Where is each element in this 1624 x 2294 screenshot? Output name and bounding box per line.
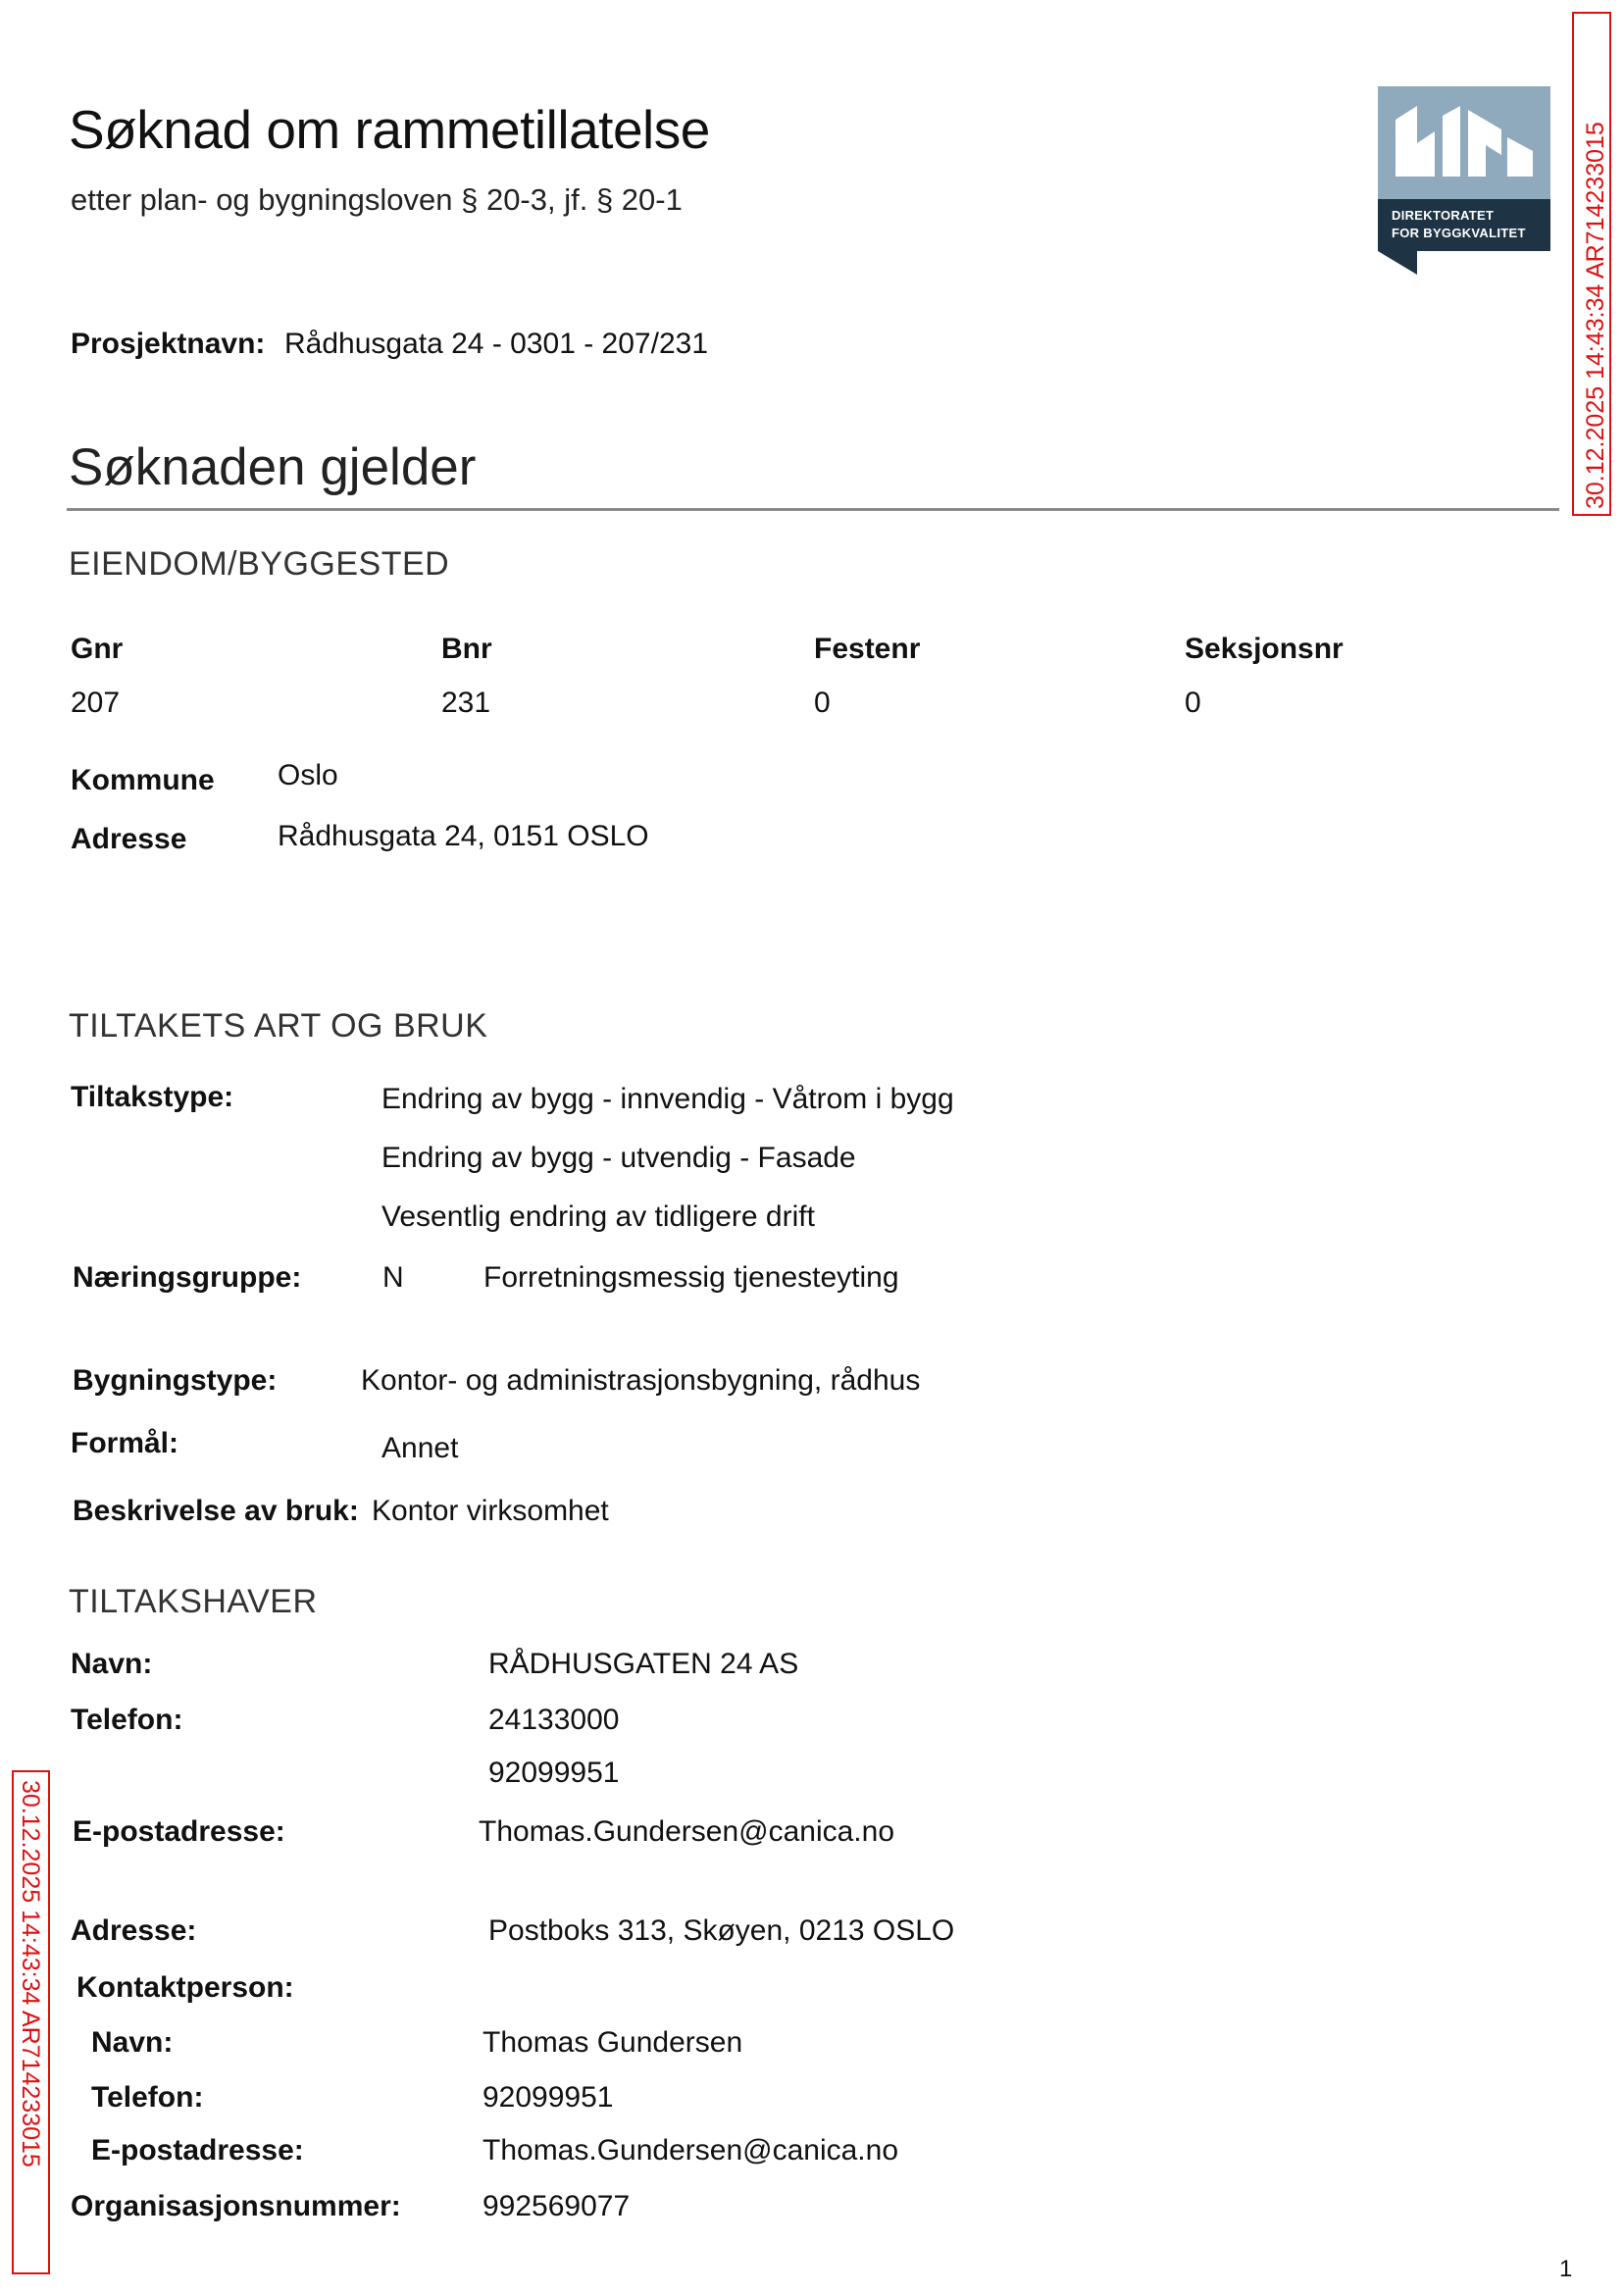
- seksjonsnr-label: Seksjonsnr: [1185, 633, 1344, 665]
- beskrivelse-value: Kontor virksomhet: [372, 1495, 609, 1527]
- timestamp-stamp-bottom: [12, 1770, 50, 2274]
- adresse-label: Adresse: [71, 823, 187, 855]
- kommune-label: Kommune: [71, 764, 215, 796]
- timestamp-stamp-top: [1572, 12, 1611, 516]
- project-name-value: Rådhusgata 24 - 0301 - 207/231: [284, 328, 708, 360]
- kontakt-epost-label: E-postadresse:: [91, 2134, 304, 2167]
- tiltakshaver-adresse-label: Adresse:: [71, 1914, 197, 1947]
- bygningstype-label: Bygningstype:: [73, 1364, 278, 1397]
- kontakt-epost-value: Thomas.Gundersen@canica.no: [482, 2134, 899, 2167]
- tiltakshaver-telefon-value-1: 24133000: [488, 1704, 620, 1736]
- kontakt-navn-label: Navn:: [91, 2026, 174, 2059]
- document-subtitle: etter plan- og bygningsloven § 20-3, jf. § 20-1: [71, 182, 683, 217]
- kommune-value: Oslo: [278, 759, 338, 791]
- project-name-label: Prosjektnavn:: [71, 328, 266, 360]
- tiltakshaver-navn-value: RÅDHUSGATEN 24 AS: [488, 1648, 799, 1680]
- timestamp-stamp-top-text: 30.12.2025 14:43:34 AR714233015: [1582, 122, 1609, 509]
- dibk-logo-graphic: [1378, 86, 1550, 275]
- property-heading: EIENDOM/BYGGESTED: [69, 545, 450, 583]
- timestamp-stamp-bottom-text: 30.12.2025 14:43:34 AR714233015: [17, 1780, 44, 2167]
- tiltakshaver-navn-label: Navn:: [71, 1648, 153, 1680]
- organisasjonsnummer-value: 992569077: [482, 2190, 631, 2222]
- logo-text-line1: DIREKTORATET: [1392, 208, 1495, 223]
- document-title: Søknad om rammetillatelse: [69, 99, 710, 160]
- kontaktperson-label: Kontaktperson:: [76, 1971, 294, 2004]
- naeringsgruppe-label: Næringsgruppe:: [73, 1261, 302, 1294]
- adresse-value: Rådhusgata 24, 0151 OSLO: [278, 820, 649, 852]
- dibk-logo: [1378, 86, 1550, 275]
- tiltakshaver-adresse-value: Postboks 313, Skøyen, 0213 OSLO: [488, 1914, 955, 1947]
- formal-value: Annet: [381, 1432, 459, 1464]
- kontakt-navn-value: Thomas Gundersen: [482, 2026, 743, 2059]
- naeringsgruppe-value: Forretningsmessig tjenesteyting: [483, 1261, 899, 1294]
- gnr-label: Gnr: [71, 633, 124, 665]
- kontakt-telefon-label: Telefon:: [91, 2081, 204, 2114]
- tiltakshaver-epost-value: Thomas.Gundersen@canica.no: [479, 1815, 895, 1848]
- bygningstype-value: Kontor- og administrasjonsbygning, rådhus: [361, 1364, 921, 1397]
- tiltakstype-value-3: Vesentlig endring av tidligere drift: [381, 1200, 815, 1233]
- tiltakshaver-telefon-label: Telefon:: [71, 1704, 183, 1736]
- naeringsgruppe-code: N: [382, 1261, 404, 1294]
- tiltakstype-label: Tiltakstype:: [71, 1081, 234, 1113]
- tiltakshaver-telefon-value-2: 92099951: [488, 1757, 620, 1789]
- bnr-value: 231: [441, 687, 491, 719]
- tiltakstype-value-1: Endring av bygg - innvendig - Våtrom i bygg: [381, 1083, 954, 1115]
- tiltak-heading: TILTAKETS ART OG BRUK: [69, 1007, 488, 1045]
- page-number: 1: [1559, 2256, 1573, 2282]
- bnr-label: Bnr: [441, 633, 492, 665]
- formal-label: Formål:: [71, 1427, 179, 1459]
- seksjonsnr-value: 0: [1185, 687, 1201, 719]
- festenr-label: Festenr: [814, 633, 921, 665]
- kontakt-telefon-value: 92099951: [482, 2081, 614, 2114]
- section-title: Søknaden gjelder: [69, 438, 477, 496]
- tiltakshaver-heading: TILTAKSHAVER: [69, 1583, 318, 1620]
- section-divider: [67, 508, 1559, 511]
- tiltakstype-value-2: Endring av bygg - utvendig - Fasade: [381, 1142, 856, 1174]
- festenr-value: 0: [814, 687, 831, 719]
- logo-text-line2: FOR BYGGKVALITET: [1392, 226, 1526, 240]
- organisasjonsnummer-label: Organisasjonsnummer:: [71, 2190, 401, 2222]
- gnr-value: 207: [71, 687, 121, 719]
- beskrivelse-label: Beskrivelse av bruk:: [73, 1495, 359, 1527]
- tiltakshaver-epost-label: E-postadresse:: [73, 1815, 285, 1848]
